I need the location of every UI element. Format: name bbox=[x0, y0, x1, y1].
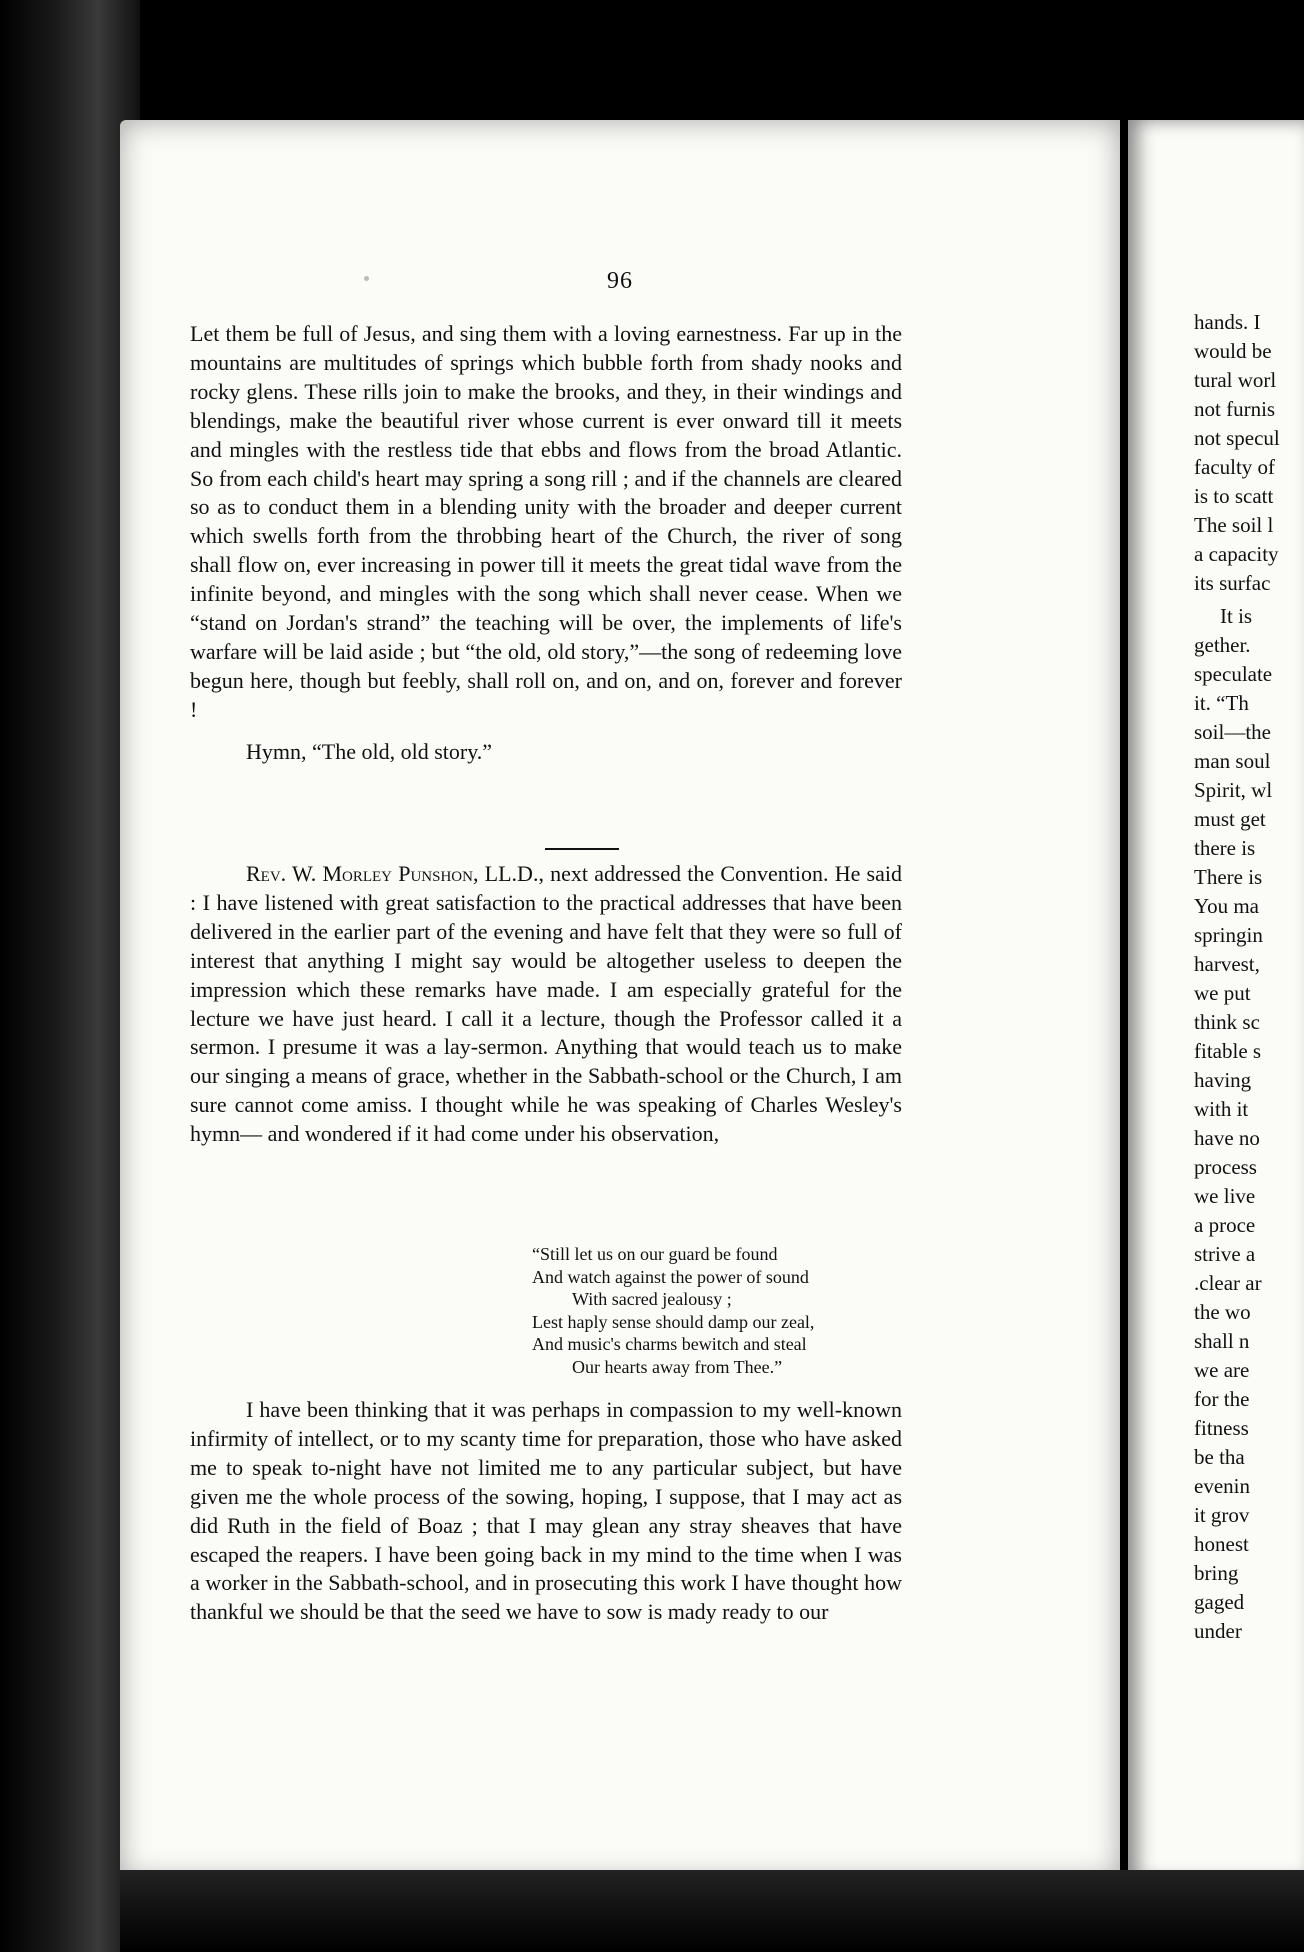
right-line: we are bbox=[1194, 1358, 1250, 1382]
speech-body bbox=[190, 1396, 902, 1627]
right-line: not specul bbox=[1194, 426, 1280, 450]
right-line: a capacity bbox=[1194, 542, 1279, 566]
right-line: harvest, bbox=[1194, 952, 1260, 976]
right-line: fitable s bbox=[1194, 1039, 1262, 1063]
right-line: process bbox=[1194, 1155, 1257, 1179]
right-line: there is bbox=[1194, 836, 1256, 860]
right-line: it. “Th bbox=[1194, 691, 1249, 715]
right-line: a proce bbox=[1194, 1213, 1256, 1237]
right-page-fragment bbox=[1128, 120, 1304, 1880]
right-line: honest bbox=[1194, 1532, 1249, 1556]
right-line: There is bbox=[1194, 865, 1263, 889]
right-line: we put bbox=[1194, 981, 1251, 1005]
right-line: is to scatt bbox=[1194, 484, 1274, 508]
right-line: have no bbox=[1194, 1126, 1260, 1150]
poem-line: Our hearts away from Thee.” bbox=[572, 1356, 783, 1377]
right-line: gaged bbox=[1194, 1590, 1245, 1614]
right-line: hands. I bbox=[1194, 310, 1261, 334]
right-line: strive a bbox=[1194, 1242, 1256, 1266]
right-line: gether. bbox=[1194, 633, 1251, 657]
right-line: under bbox=[1194, 1619, 1242, 1643]
book-gutter-shadow bbox=[0, 0, 140, 1952]
right-line: shall n bbox=[1194, 1329, 1250, 1353]
right-line: evenin bbox=[1194, 1474, 1250, 1498]
right-line: having bbox=[1194, 1068, 1252, 1092]
poem-line: Lest haply sense should damp our zeal, bbox=[532, 1311, 815, 1332]
speaker-name: Rev. W. Morley Punshon, LL.D., bbox=[246, 861, 544, 886]
right-line: Spirit, wl bbox=[1194, 778, 1273, 802]
right-line: the wo bbox=[1194, 1300, 1251, 1324]
hymn-quotation bbox=[532, 1243, 932, 1378]
right-line: we live bbox=[1194, 1184, 1256, 1208]
main-text-column bbox=[190, 320, 902, 767]
right-line: must get bbox=[1194, 807, 1266, 831]
right-line: fitness bbox=[1194, 1416, 1249, 1440]
right-line: not furnis bbox=[1194, 397, 1276, 421]
right-line: tural worl bbox=[1194, 368, 1277, 392]
poem-line: With sacred jealousy ; bbox=[572, 1289, 732, 1309]
right-line: The soil l bbox=[1194, 513, 1274, 537]
hymn-line: Hymn, “The old, old story.” bbox=[246, 738, 493, 764]
right-line: soil—the bbox=[1194, 720, 1271, 744]
paragraph-2 bbox=[190, 860, 902, 1149]
paragraph-1: Let them be full of Jesus, and sing them with a loving earnestness. Far up in the mountains are multitudes of springs which bubble forth from shady nooks and rocky glens. These rills join to make the brooks, and they, in their windings and blendings, make the beautiful river whose current is ever onward till it meets and mingles with the restless tide that ebbs and flows from the broad Atlantic. So from each child's heart may spring a song rill ; and if the channels are cleared so as to conduct them in a blending unity with the broader and deeper current which swells forth from the throbbing heart of the Church, the river of song shall flow on, ever increasing in power till it meets the great tidal wave from the infinite beyond, and mingles with the song which shall never cease. When we “stand on Jordan's strand” the teaching will be over, the implements of life's warfare will be laid aside ; but “the old, old story,”—the song of redeeming love begun here, though but feebly, shall roll on, and on, and on, forever and forever ! bbox=[190, 321, 902, 722]
poem-line: “Still let us on our guard be found bbox=[532, 1244, 778, 1264]
right-line: It is bbox=[1220, 604, 1253, 628]
speech-intro bbox=[190, 860, 902, 1149]
right-line: man soul bbox=[1194, 749, 1271, 773]
right-line: be tha bbox=[1194, 1445, 1245, 1469]
right-line: with it bbox=[1194, 1097, 1249, 1121]
right-line: for the bbox=[1194, 1387, 1250, 1411]
right-line: .clear ar bbox=[1194, 1271, 1262, 1295]
right-line: think sc bbox=[1194, 1010, 1260, 1034]
paragraph-3: I have been thinking that it was perhaps in compassion to my well-known infirmity of intellect, or to my scanty time for preparation, those who have asked me to speak to-night have not limited me to any particular subject, but have given me the whole process of the sowing, hoping, I suppose, that I may act as did Ruth in the field of Boaz ; that I may glean any stray sheaves that have escaped the reapers. I have been going back in my mind to the time when I was a worker in the Sabbath-school, and in prosecuting this work I have thought how thankful we should be that the seed we have to sow is mady ready to our bbox=[190, 1397, 902, 1625]
page-number: 96 bbox=[607, 268, 633, 294]
right-line: speculate bbox=[1194, 662, 1273, 686]
section-divider bbox=[545, 848, 619, 850]
paragraph-2-text: next addressed the Convention. He said : I have listened with great satisfaction to the practical addresses that have been delivered in the earlier part of the evening and have felt that they were so full of interest that anything I might say would be altogether useless to deepen the impression which these remarks have made. I am especially grateful for the lecture we have just heard. I call it a lecture, though the Professor called it a sermon. I presume it was a lay-sermon. Anything that would teach us to make our singing a means of grace, whether in the Sabbath-school or the Church, I am sure cannot come amiss. I thought while he was speaking of Charles Wesley's hymn— and wondered if it had come under his observation, bbox=[190, 861, 902, 1147]
right-line: it grov bbox=[1194, 1503, 1250, 1527]
poem-line: And music's charms bewitch and steal bbox=[532, 1334, 807, 1354]
right-line: would be bbox=[1194, 339, 1272, 363]
right-line: bring bbox=[1194, 1561, 1239, 1585]
poem-line: And watch against the power of sound bbox=[532, 1266, 809, 1287]
right-line: You ma bbox=[1194, 894, 1259, 918]
right-line: springin bbox=[1194, 923, 1263, 947]
right-line: faculty of bbox=[1194, 455, 1276, 479]
book-bottom-edge bbox=[120, 1870, 1304, 1952]
right-line: its surfac bbox=[1194, 571, 1271, 595]
